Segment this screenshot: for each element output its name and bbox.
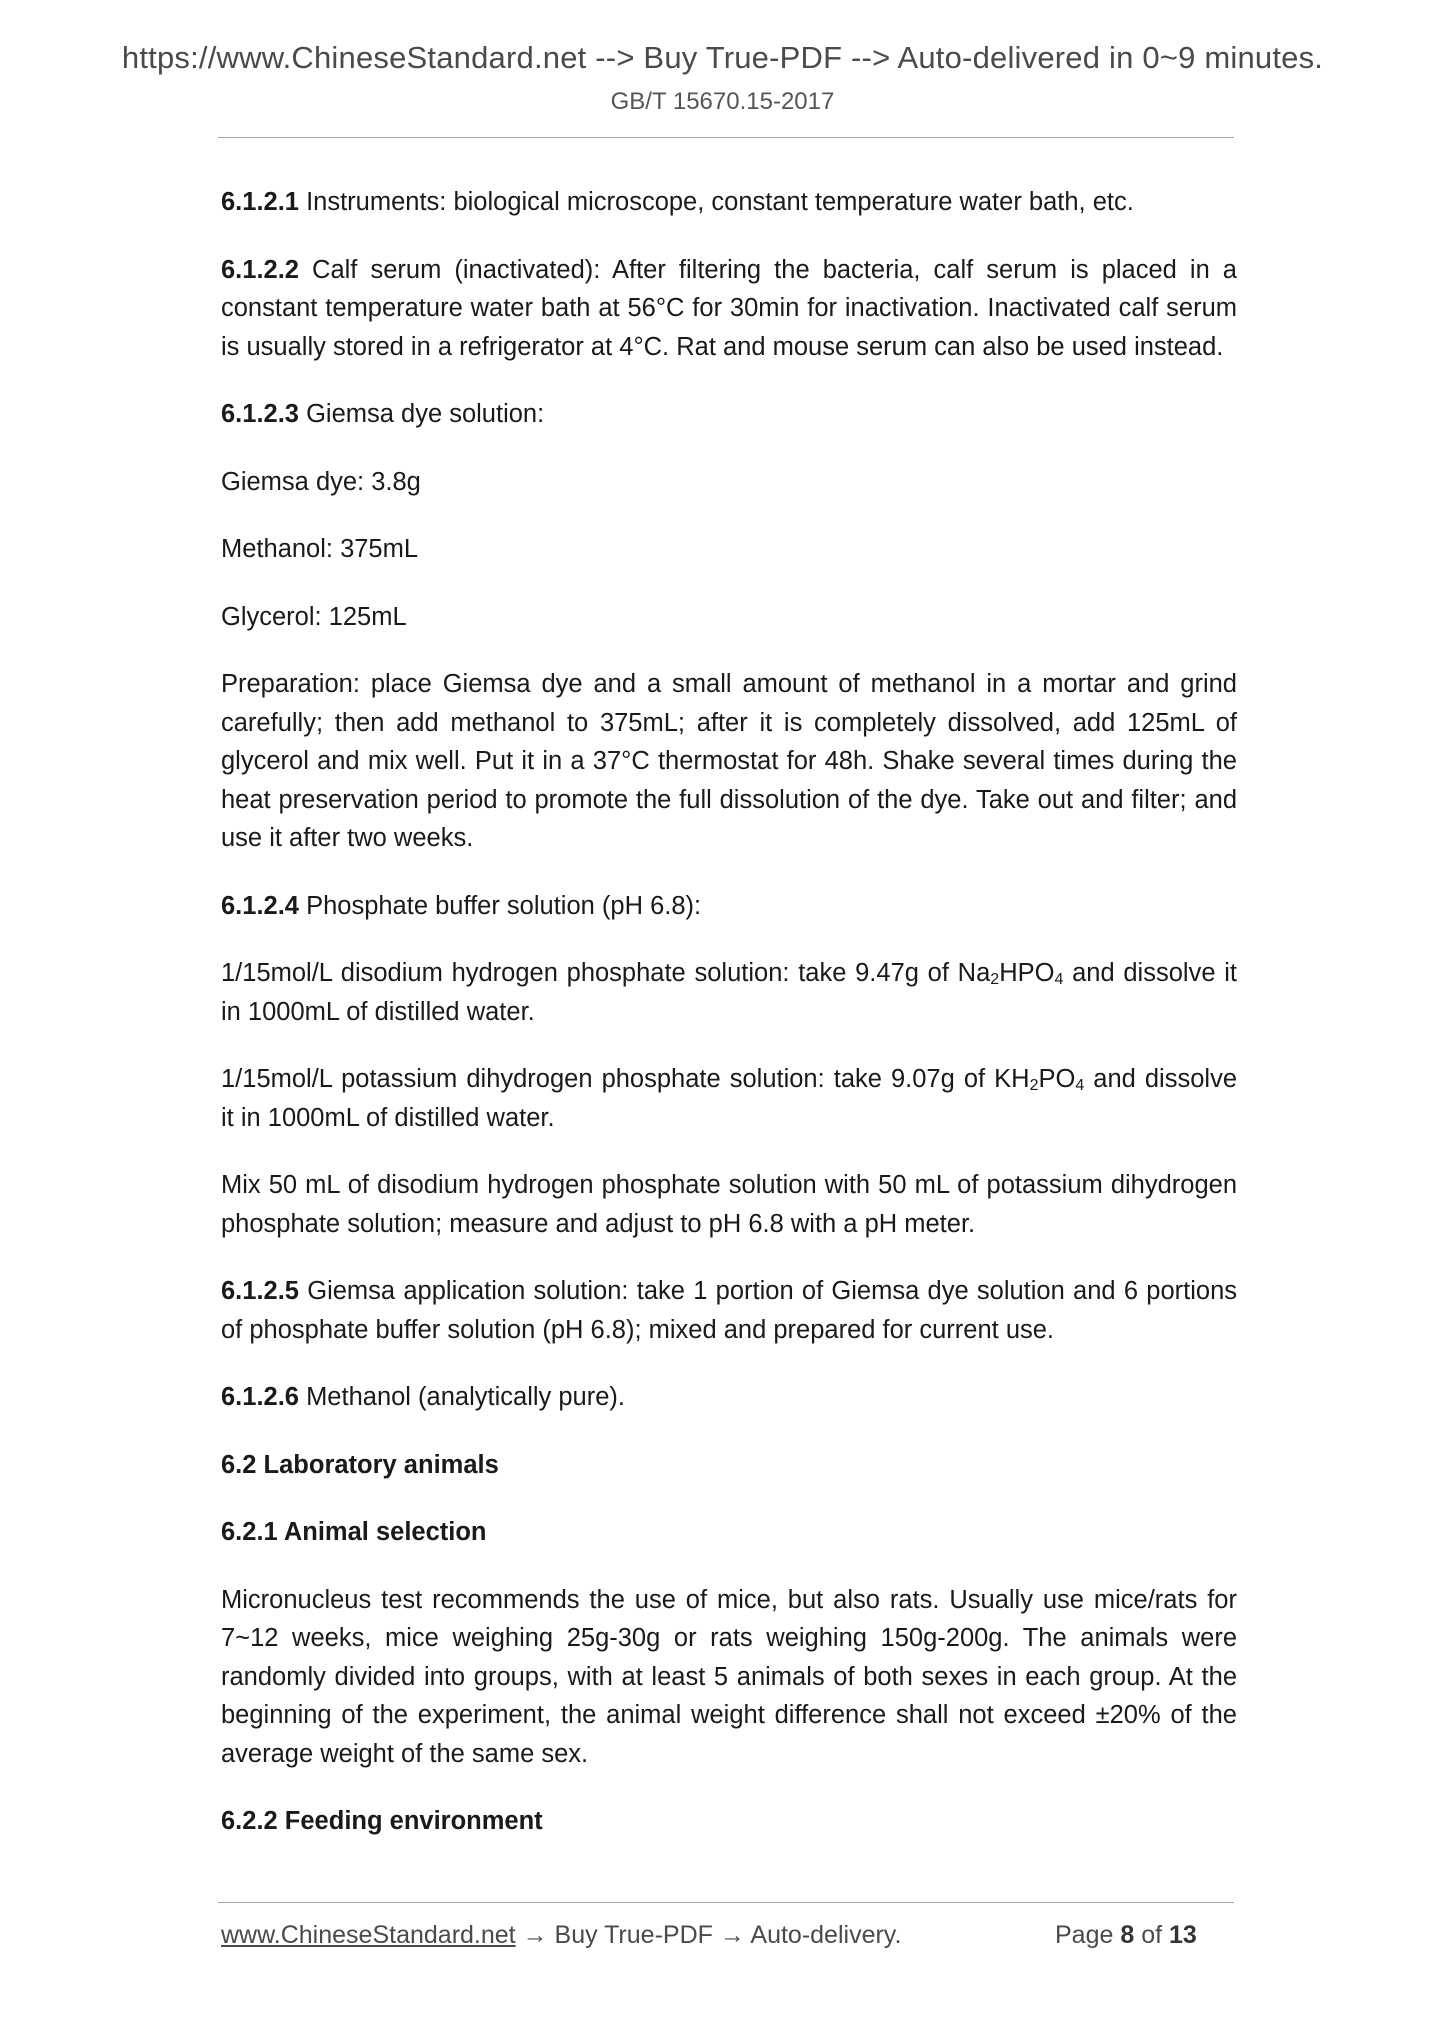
footer-promo-text: → Buy True-PDF → Auto-delivery. (515, 1921, 902, 1949)
methanol-amount: Methanol: 375mL (221, 535, 419, 563)
footer-divider (218, 1902, 1234, 1903)
glycerol-amount: Glycerol: 125mL (221, 602, 407, 631)
clause-text: Giemsa application solution: take 1 portion of Giemsa dye solution and 6 portions of phosphate buffer solution (pH 6.8); mixed and prepared for current use. (221, 1277, 1237, 1344)
clause-number: 6.1.2.3 (221, 400, 299, 428)
clause-number: 6.1.2.1 (221, 188, 299, 216)
footer-promo (221, 1921, 901, 1950)
clause-text: Phosphate buffer solution (pH 6.8): (298, 891, 702, 920)
header-divider (218, 137, 1234, 138)
clause-text: Calf serum (inactivated): After filtering the bacteria, calf serum is placed in a constant temperature water bath at 56°C for 30min for inactivation. Inactivated calf serum is usually stored in a refrigerator at 4°C. Rat and mouse serum can also be used instead. (221, 255, 1237, 361)
standard-code: GB/T 15670.15-2017 (610, 88, 835, 115)
giemsa-dye-amount: Giemsa dye: 3.8g (221, 467, 421, 496)
document-body (221, 183, 1237, 1870)
section-heading-6-2: 6.2 Laboratory animals (221, 1450, 499, 1479)
preparation-paragraph: Preparation: place Giemsa dye and a small amount of methanol in a mortar and grind carefully; then add methanol to 375mL; after it is completely dissolved, add 125mL of glycerol and mix well. Put it in a 37°C thermostat for 48h. Shake several times during the heat preservation period to promote the full dissolution of the dye. Take out and filter; and use it after two weeks. (221, 670, 1237, 852)
mix-paragraph: Mix 50 mL of disodium hydrogen phosphate solution with 50 mL of potassium dihydrogen phosphate solution; measure and adjust to pH 6.8 with a pH meter. (221, 1171, 1237, 1238)
clause-number: 6.1.2.4 (221, 891, 299, 920)
clause-6-1-2-4 (221, 887, 1237, 926)
potassium-solution-paragraph: 1/15mol/L potassium dihydrogen phosphate solution: take 9.07g of $KH_2PO_4$ and dissolve it in 1000mL of distilled water. (221, 1065, 1237, 1132)
clause-number: 6.1.2.6 (221, 1383, 299, 1411)
clause-6-1-2-5 (221, 1272, 1237, 1349)
section-heading-6-2-2: 6.2.2 Feeding environment (221, 1807, 543, 1835)
clause-6-1-2-6 (221, 1378, 1237, 1417)
current-page: 8 (1120, 1921, 1135, 1949)
clause-6-1-2-1 (221, 183, 1237, 222)
clause-number: 6.1.2.2 (221, 255, 299, 284)
page-indicator: Page 8 of 13 (1055, 1921, 1197, 1949)
top-banner: https://www.ChineseStandard.net --> Buy True-PDF --> Auto-delivered in 0~9 minutes. (121, 40, 1324, 75)
clause-text: Instruments: biological microscope, constant temperature water bath, etc. (298, 188, 1134, 216)
clause-6-1-2-2 (221, 251, 1237, 367)
animal-selection-paragraph: Micronucleus test recommends the use of mice, but also rats. Usually use mice/rats for 7~12 weeks, mice weighing 25g-30g or rats weighing 150g-200g. The animals were randomly divided into groups, with at least 5 animals of both sexes in each group. At the beginning of the experiment, the animal weight difference shall not exceed ±20% of the average weight of the same sex. (221, 1585, 1237, 1768)
footer-site-link[interactable]: www.ChineseStandard.net (221, 1921, 516, 1949)
clause-number: 6.1.2.5 (221, 1277, 299, 1305)
section-heading-6-2-1: 6.2.1 Animal selection (221, 1518, 487, 1546)
clause-text: Giemsa dye solution: (298, 400, 545, 428)
clause-6-1-2-3 (221, 395, 1237, 434)
total-pages: 13 (1169, 1921, 1197, 1949)
clause-text: Methanol (analytically pure). (298, 1383, 625, 1411)
disodium-solution-paragraph: 1/15mol/L disodium hydrogen phosphate solution: take 9.47g of $Na_2HPO_4$ and dissolve it in 1000mL of distilled water. (221, 959, 1237, 1026)
